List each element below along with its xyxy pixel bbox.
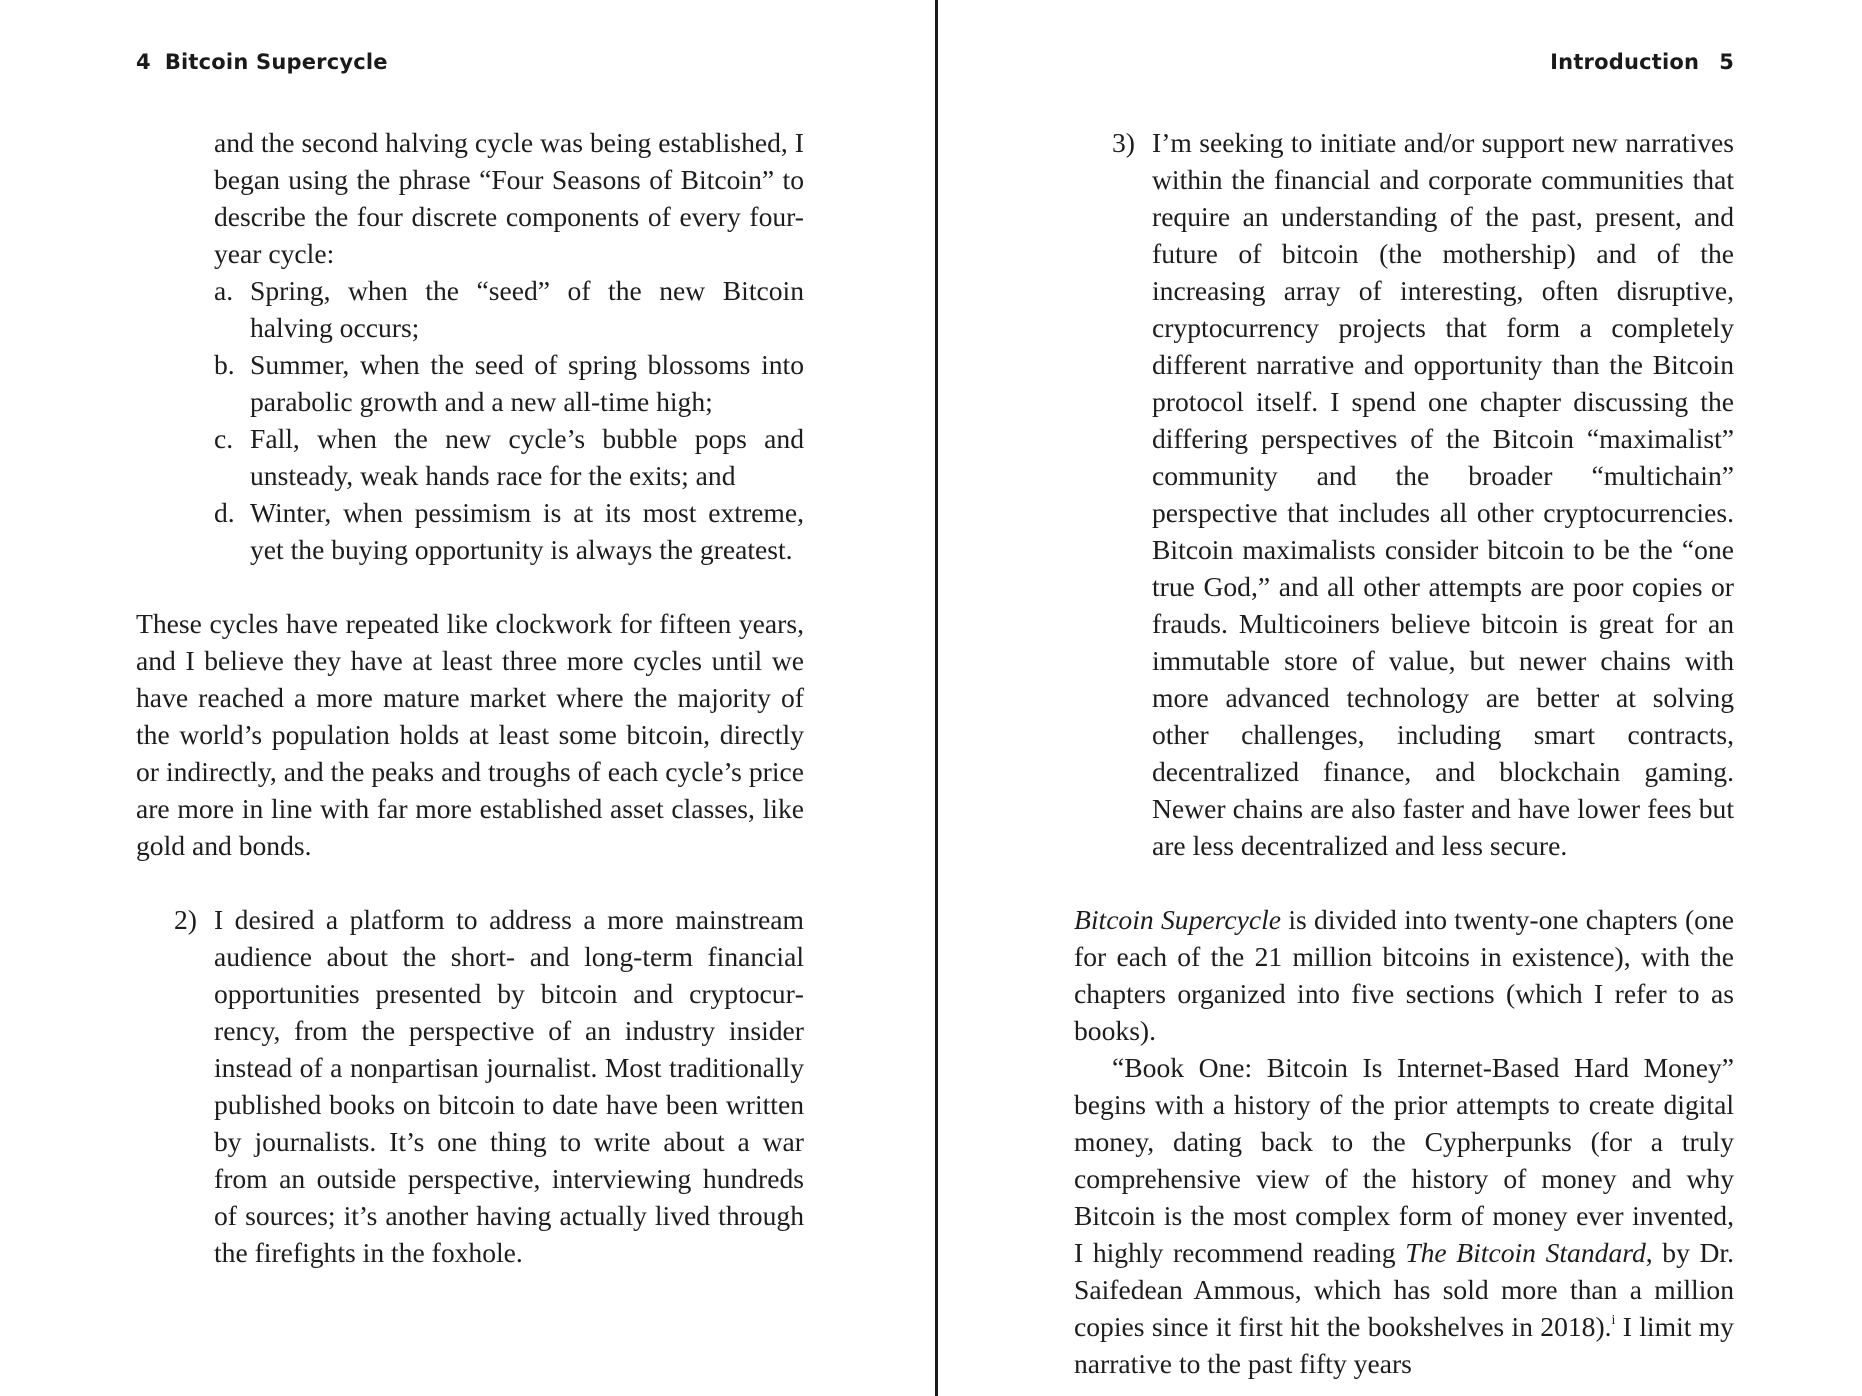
item-text: I desired a platform to address a more mainstream audience about the short- and long-term financial opportunities presented by bitcoin and cryptocurrency, from the perspective of an industry insider instead of a nonpartisan journalist. Most traditionally published books on bitcoin to date have been written by journalists. It’s one thing to write about a war from an outside perspective, interviewing hundreds of sources; it’s another having actually lived through the firefights in the foxhole.: [214, 904, 804, 1268]
running-head-left: [136, 50, 388, 74]
structure-paragraph: [1074, 901, 1734, 1049]
list-marker: d.: [214, 497, 235, 528]
left-page-body: [136, 124, 804, 1271]
book-one-text-after: I limit my narrative to the past fifty years: [1074, 1311, 1734, 1379]
paragraph-gap: [1074, 864, 1734, 901]
book-one-text-middle: , by Dr. Saifedean Ammous, which has sold more than a million copies since it first hit the bookshelves in 2018).: [1074, 1237, 1734, 1342]
intro-continued-paragraph: and the second halving cycle was being established, I began using the phrase “Four Seasons of Bitcoin” to describe the four discrete components of every four-year cycle:: [214, 127, 804, 269]
item-number: 2): [174, 904, 197, 935]
item-number: 3): [1112, 127, 1135, 158]
book-one-text-before: “Book One: Bitcoin Is Internet-Based Hard Money” begins with a history of the prior attempts to create digital money, dating back to the Cypherpunks (for a truly comprehensive view of the history of money and why Bitcoin is the most complex form of money ever invented, I highly recommend reading: [1074, 1052, 1734, 1268]
book-one-paragraph: [1074, 1049, 1734, 1382]
cycles-paragraph: These cycles have repeated like clockwork for fifteen years, and I believe they have at least three more cycles until we have reached a more mature market where the majority of the world’s population holds at least some bitcoin, directly or indirectly, and the peaks and troughs of each cycle’s price are more in line with far more established asset classes, like gold and bonds.: [136, 608, 804, 861]
page-number: 4: [136, 50, 151, 74]
list-item-text: Fall, when the new cycle’s bubble pops and unsteady, weak hands race for the exits; and: [250, 423, 804, 491]
running-title: Introduction: [1550, 50, 1700, 74]
paragraph-gap: [136, 864, 804, 901]
item-text: I’m seeking to initiate and/or support new narratives within the financial and corporate communities that require an understanding of the past, present, and future of bitcoin (the mothership) and of the increasing array of interesting, often disruptive, cryptocurrency projects that form a completely different narrative and opportunity than the Bitcoin protocol itself. I spend one chapter discussing the differing perspectives of the Bitcoin “maximalist” community and the broader “multichain” perspective that includes all other cryptocurrencies. Bitcoin maximalists consider bitcoin to be the “one true God,” and all other attempts are poor copies or frauds. Multicoiners believe bitcoin is great for an immutable store of value, but newer chains with more advanced technology are better at solving other challenges, including smart contracts, decentralized finance, and blockchain gaming. Newer chains are also faster and have lower fees but are less decentralized and less secure.: [1152, 127, 1734, 861]
list-item-winter: [136, 494, 804, 568]
page-number: 5: [1719, 50, 1734, 74]
list-item-fall: [136, 420, 804, 494]
running-head-right: [1550, 50, 1734, 74]
structure-text: is divided into twenty-one chapters (one for each of the 21 million bitcoins in existence), with the chapters organized into five sections (which I refer to as books).: [1074, 904, 1734, 1046]
list-marker: a.: [214, 275, 234, 306]
list-item-text: Spring, when the “seed” of the new Bitcoin halving occurs;: [250, 275, 804, 343]
list-item-summer: [136, 346, 804, 420]
right-page-body: [1074, 124, 1734, 1382]
numbered-item-2: [136, 901, 804, 1271]
numbered-item-3: [1074, 124, 1734, 864]
footnote-marker[interactable]: i: [1611, 1313, 1616, 1328]
four-seasons-list: [136, 272, 804, 568]
right-page: [938, 0, 1862, 1396]
list-marker: c.: [214, 423, 234, 454]
paragraph-gap: [136, 568, 804, 605]
list-item-text: Summer, when the seed of spring blossoms into parabolic growth and a new all-time high;: [250, 349, 804, 417]
list-item-spring: [136, 272, 804, 346]
list-item-text: Winter, when pessimism is at its most extreme, yet the buying opportunity is always the greatest.: [250, 497, 804, 565]
cited-book-title: The Bitcoin Standard: [1405, 1237, 1646, 1268]
list-marker: b.: [214, 349, 235, 380]
running-title: Bitcoin Supercycle: [164, 50, 388, 74]
book-title: Bitcoin Supercycle: [1074, 904, 1282, 935]
